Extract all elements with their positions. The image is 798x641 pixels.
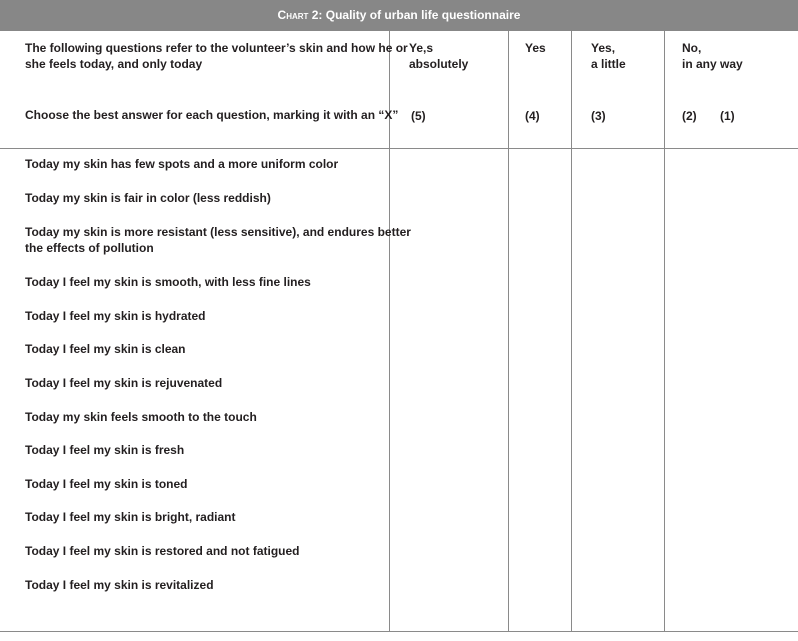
question-12: Today I feel my skin is restored and not fatigued <box>25 544 300 558</box>
question-9: Today I feel my skin is fresh <box>25 443 185 457</box>
question-2: Today my skin is fair in color (less reddish) <box>25 191 271 205</box>
question-7: Today I feel my skin is rejuvenated <box>25 376 223 390</box>
question-6: Today I feel my skin is clean <box>25 342 186 356</box>
question-11: Today I feel my skin is bright, radiant <box>25 510 236 524</box>
intro-text-line-2: she feels today, and only today <box>25 57 203 71</box>
column-score-4: (4) <box>525 109 540 123</box>
question-10: Today I feel my skin is toned <box>25 477 188 491</box>
column-header-yes: Yes <box>525 41 546 55</box>
question-3: Today my skin is more resistant (less sensitive), and endures better <box>25 225 411 239</box>
question-13: Today I feel my skin is revitalized <box>25 578 214 592</box>
column-header-no: No, <box>682 41 702 55</box>
chart-title <box>0 0 798 31</box>
question-8: Today my skin feels smooth to the touch <box>25 410 257 424</box>
question-3-continued: the effects of pollution <box>25 241 154 255</box>
column-header-yes-a-little: Yes, <box>591 41 616 55</box>
column-header-yes-absolutely-sub: absolutely <box>409 57 469 71</box>
column-header-no-sub: in any way <box>682 57 743 71</box>
column-divider <box>508 31 509 631</box>
question-1: Today my skin has few spots and a more uniform color <box>25 157 339 171</box>
header-divider <box>0 148 798 149</box>
column-score-5: (5) <box>411 109 426 123</box>
intro-text-line-1: The following questions refer to the volunteer’s skin and how he or <box>25 41 408 55</box>
column-header-yes-a-little-sub: a little <box>591 57 626 71</box>
question-4: Today I feel my skin is smooth, with less fine lines <box>25 275 311 289</box>
table-bottom-border <box>0 631 798 632</box>
chart-title-label: Chart 2: <box>277 8 323 22</box>
question-5: Today I feel my skin is hydrated <box>25 309 206 323</box>
column-score-2: (2) <box>682 109 697 123</box>
column-score-3: (3) <box>591 109 606 123</box>
column-divider <box>664 31 665 631</box>
column-divider <box>571 31 572 631</box>
column-score-1: (1) <box>720 109 735 123</box>
instruction-text: Choose the best answer for each question, marking it with an “X” <box>25 108 399 122</box>
chart-title-text: Quality of urban life questionnaire <box>322 8 521 22</box>
column-header-yes-absolutely: Ye,s <box>409 41 434 55</box>
